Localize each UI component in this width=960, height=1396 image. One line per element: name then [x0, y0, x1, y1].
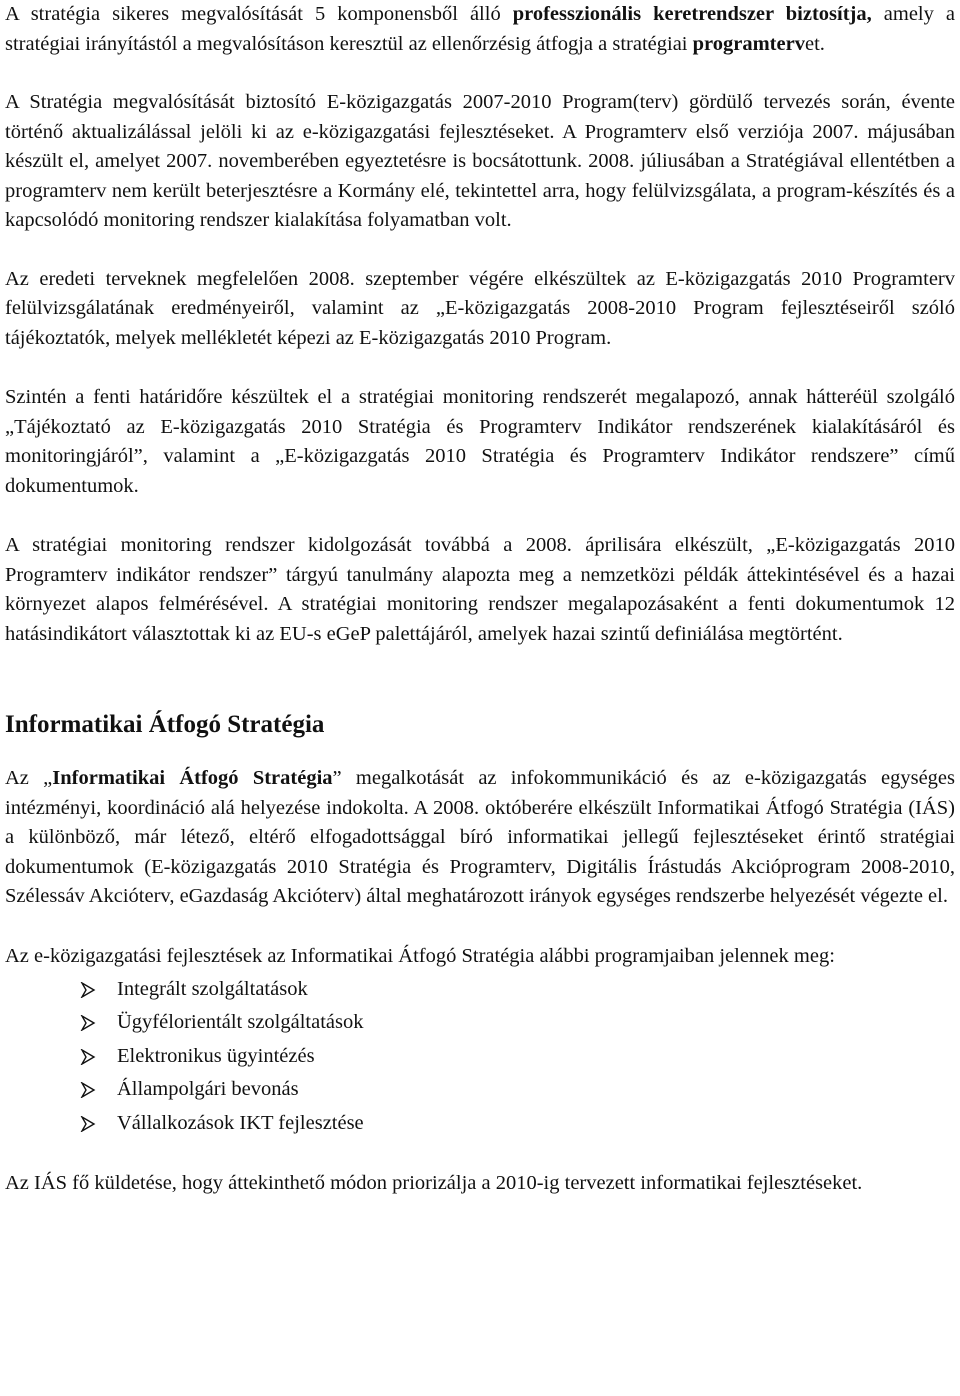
- paragraph-indicators: A stratégiai monitoring rendszer kidolgozását továbbá a 2008. áprilisára elkészült, „E-közigazgatás 2010 Programterv indikátor rendszer” tárgyú tanulmány alapozta meg a nemzetközi példák áttekintésével és a hazai környezet alapos felmérésével. A stratégiai monitoring rendszer megalapozásaként a fenti dokumentumok 12 hatásindikátort választottak ki az EU-s eGeP palettájáról, amelyek hazai szintű definiálása megtörtént.: [5, 534, 955, 645]
- list-item: Integrált szolgáltatások: [5, 973, 955, 1006]
- paragraph-framework: A stratégia sikeres megvalósítását 5 komponensből álló professzionális keretrendszer biztosítja, amely a stratégiai irányítástól a megvalósításon keresztül az ellenőrzésig átfogja a stratégiai programtervet.: [5, 3, 955, 55]
- arrowhead-bullet-icon: [80, 1082, 96, 1098]
- arrowhead-bullet-icon: [80, 982, 96, 998]
- arrowhead-bullet-icon: [80, 1116, 96, 1132]
- paragraph-ias: Az „Informatikai Átfogó Stratégia” megalkotását az infokommunikáció és az e-közigazgatás egységes intézményi, koordináció alá helyezése indokolta. A 2008. októberére elkészült Informatikai Átfogó Stratégia (IÁS) a különböző, már létező, eltérő elfogadottsággal bíró informatikai jellegű fejlesztéseket érintő stratégiai dokumentumok (E-közigazgatás 2010 Stratégia és Programterv, Digitális Írástudás Akcióprogram 2008-2010, Szélessáv Akcióterv, eGazdaság Akcióterv) által meghatározott irányok egységes rendszerbe helyezését végezte el.: [5, 767, 955, 907]
- list-item: Állampolgári bevonás: [5, 1073, 955, 1106]
- program-list: [5, 973, 955, 1140]
- paragraph-review: Az eredeti terveknek megfelelően 2008. szeptember végére elkészültek az E-közigazgatás 2010 Programterv felülvizsgálatának eredményeiről, valamint az „E-közigazgatás 2008-2010 Program fejlesztéseiről szóló tájékoztatók, melyek mellékletét képezi az E-közigazgatás 2010 Program.: [5, 267, 955, 349]
- section-heading: Informatikai Átfogó Stratégia: [5, 711, 325, 738]
- paragraph-mission: Az IÁS fő küldetése, hogy áttekinthető módon priorizálja a 2010-ig tervezett informatikai fejlesztéseket.: [5, 1171, 863, 1194]
- document-page: [5, 0, 955, 1198]
- list-item: Ügyfélorientált szolgáltatások: [5, 1006, 955, 1039]
- list-item: Vállalkozások IKT fejlesztése: [5, 1107, 955, 1140]
- arrowhead-bullet-icon: [80, 1015, 96, 1031]
- arrowhead-bullet-icon: [80, 1049, 96, 1065]
- paragraph-programterv: A Stratégia megvalósítását biztosító E-közigazgatás 2007-2010 Program(terv) gördülő tervezés során, évente történő aktualizálással jelöli ki az e-közigazgatási fejlesztéseket. A Programterv első verziója 2007. májusában készült el, amelyet 2007. novemberében egyeztetésre is bocsátottunk. 2008. júliusában a Stratégiával ellentétben a programterv nem került beterjesztésre a Kormány elé, tekintettel arra, hogy felülvizsgálata, a program-készítés és a kapcsolódó monitoring rendszer kialakítása folyamatban volt.: [5, 91, 955, 231]
- paragraph-monitoring: Szintén a fenti határidőre készültek el a stratégiai monitoring rendszerét megalapozó, annak hátteréül szolgáló „Tájékoztató az E-közigazgatás 2010 Stratégia és Programterv Indikátor rendszerének kialakításáról és monitoringjáról”, valamint a „E-közigazgatás 2010 Stratégia és Programterv Indikátor rendszere” című dokumentumok.: [5, 386, 955, 497]
- list-item: Elektronikus ügyintézés: [5, 1040, 955, 1073]
- paragraph-programs-intro: Az e-közigazgatási fejlesztések az Informatikai Átfogó Stratégia alábbi programjaiban jelennek meg:: [5, 944, 835, 967]
